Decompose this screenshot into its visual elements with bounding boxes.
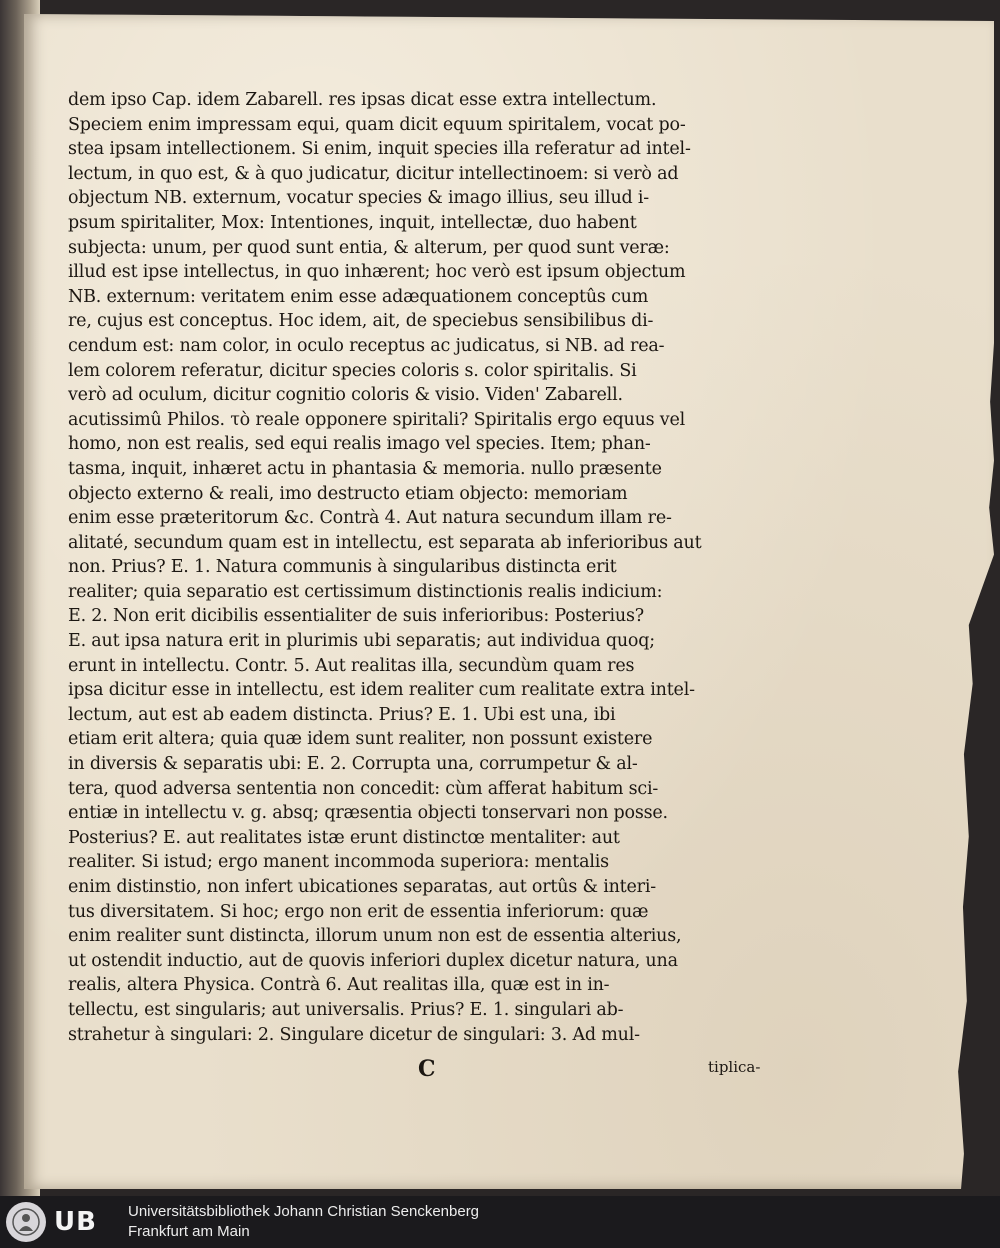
text-line: erunt in intellectu. Contr. 5. Aut realitas illa, secundùm quam res (68, 655, 635, 676)
text-line: homo, non est realis, sed equi realis imago vel species. Item; phan- (68, 434, 651, 455)
text-line: entiæ in intellectu v. g. absq; qræsentia objecti tonservari non posse. (68, 803, 668, 824)
body-text (68, 88, 758, 1047)
text-line: stea ipsam intellectionem. Si enim, inquit species illa referatur ad intel- (68, 139, 691, 160)
text-line: tus diversitatem. Si hoc; ergo non erit de essentia inferiorum: quæ (68, 901, 649, 922)
text-line: etiam erit altera; quia quæ idem sunt realiter, non possunt existere (68, 729, 653, 750)
text-line: tellectu, est singularis; aut universalis. Prius? E. 1. singulari ab- (68, 999, 624, 1020)
text-line: realiter. Si istud; ergo manent incommoda superiora: mentalis (68, 852, 609, 873)
text-line: realis, altera Physica. Contrà 6. Aut realitas illa, quæ est in in- (68, 975, 610, 996)
text-line: alitaté, secundum quam est in intellectu, est separata ab inferioribus aut (68, 532, 702, 553)
signature-mark: C (418, 1056, 436, 1082)
text-line: in diversis & separatis ubi: E. 2. Corrupta una, corrumpetur & al- (68, 754, 638, 775)
text-line: E. aut ipsa natura erit in plurimis ubi separatis; aut individua quoq; (68, 631, 655, 652)
text-line: acutissimû Philos. τὸ reale opponere spiritali? Spiritalis ergo equus vel (68, 409, 686, 430)
library-logo (6, 1200, 116, 1244)
text-line: strahetur à singulari: 2. Singulare dicetur de singulari: 3. Ad mul- (68, 1024, 640, 1045)
seal-icon (6, 1202, 46, 1242)
text-line: dem ipso Cap. idem Zabarell. res ipsas dicat esse extra intellectum. (68, 90, 657, 110)
text-line: ipsa dicitur esse in intellectu, est idem realiter cum realitate extra intel- (68, 680, 695, 701)
text-line: ut ostendit inductio, aut de quovis inferiori duplex dicetur natura, una (68, 950, 678, 971)
text-line: re, cujus est conceptus. Hoc idem, ait, de speciebus sensibilibus di- (68, 311, 654, 332)
text-line: verò ad oculum, dicitur cognitio coloris & visio. Viden' Zabarell. (68, 385, 623, 406)
text-line: psum spiritaliter, Mox: Intentiones, inquit, intellectæ, duo habent (68, 212, 637, 233)
catchword: tiplica- (708, 1058, 761, 1076)
text-line: subjecta: unum, per quod sunt entia, & alterum, per quod sunt veræ: (68, 237, 670, 258)
text-line: tera, quod adversa sententia non concedit: cùm afferat habitum sci- (68, 778, 659, 799)
footer-text (128, 1202, 479, 1242)
text-line: tasma, inquit, inhæret actu in phantasia & memoria. nullo præsente (68, 458, 662, 479)
text-line: E. 2. Non erit dicibilis essentialiter de suis inferioribus: Posterius? (68, 606, 644, 627)
text-line: illud est ipse intellectus, in quo inhærent; hoc verò est ipsum objectum (68, 262, 686, 283)
text-line: Speciem enim impressam equi, quam dicit equum spiritalem, vocat po- (68, 114, 686, 135)
logo-ub-text: UB (54, 1207, 97, 1237)
footer-line2: Frankfurt am Main (128, 1223, 250, 1240)
text-line: lectum, in quo est, & à quo judicatur, dicitur intellectinoem: si verò ad (68, 163, 679, 184)
text-line: cendum est: nam color, in oculo receptus ac judicatus, si NB. ad rea- (68, 335, 665, 356)
text-line: non. Prius? E. 1. Natura communis à singularibus distincta erit (68, 557, 617, 578)
text-line: enim realiter sunt distincta, illorum unum non est de essentia alterius, (68, 926, 682, 947)
text-line: enim distinstio, non infert ubicationes separatas, aut ortûs & interi- (68, 877, 656, 897)
library-footer (0, 1196, 1000, 1248)
text-line: objecto externo & reali, imo destructo etiam objecto: memoriam (68, 483, 628, 504)
text-line: Posterius? E. aut realitates istæ erunt distinctœ mentaliter: aut (68, 827, 620, 848)
text-line: objectum NB. externum, vocatur species & imago illius, seu illud i- (68, 188, 649, 209)
text-line: realiter; quia separatio est certissimum distinctionis realis indicium: (68, 581, 663, 602)
text-line: NB. externum: veritatem enim esse adæquationem conceptûs cum (68, 286, 649, 307)
text-line: lectum, aut est ab eadem distincta. Prius? E. 1. Ubi est una, ibi (68, 704, 616, 725)
text-line: lem colorem referatur, dicitur species coloris s. color spiritalis. Si (68, 360, 637, 381)
footer-line1: Universitätsbibliothek Johann Christian Senckenberg (128, 1203, 480, 1220)
text-line: enim esse præteritorum &c. Contrà 4. Aut natura secundum illam re- (68, 508, 672, 529)
